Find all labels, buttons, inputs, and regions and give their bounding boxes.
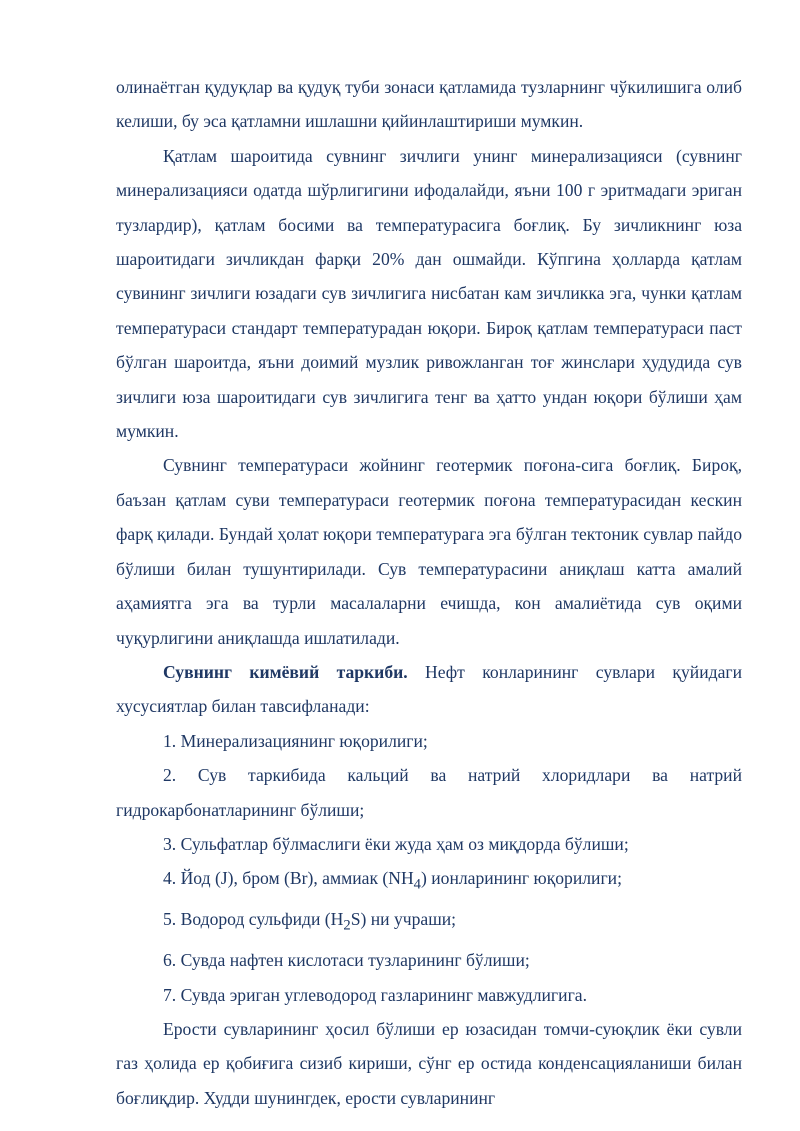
list-item: [116, 902, 742, 943]
subscript: 2: [343, 917, 351, 934]
list-item-text: S) ни учраши;: [350, 909, 457, 930]
paragraph-temperature: Сувнинг температураси жойнинг геотермик поғона-сига боғлиқ. Бироқ, баъзан қатлам суви температураси геотермик поғона температурасидан кескин фарқ қилади. Бундай ҳолат юқори температурага эга бўлган тектоник сувлар пайдо бўлиши билан тушунтирилади. Сув температурасини аниқлаш катта амалий аҳамиятга эга ва турли масалаларни ечишда, кон амалиётида сув оқими чуқурлигини аниқлашда ишлатилади.: [116, 455, 742, 648]
paragraph-groundwater: Ерости сувларининг ҳосил бўлиши ер юзасидан томчи-суюқлик ёки сувли газ ҳолида ер қобиғига сизиб кириши, сўнг ер остида конденсацияланиши билан боғлиқдир. Худди шунингдек, ерости сувларининг: [116, 1019, 742, 1108]
section-intro: Нефт конларининг сувлари қуйидаги хусусиятлар билан тавсифланади:: [116, 661, 743, 717]
section-heading: Сувнинг кимёвий таркиби.: [163, 661, 408, 682]
subscript: 4: [413, 876, 421, 893]
paragraph-continuation: олинаётган қудуқлар ва қудуқ туби зонаси қатламида тузларнинг чўкилишига олиб келиши, бу эса қатламни ишлашни қийинлаштириши мумкин.: [116, 77, 742, 132]
list-item: 3. Сульфатлар бўлмаслиги ёки жуда ҳам оз миқдорда бўлиши;: [163, 833, 629, 854]
list-item-text: 4. Йод (J), бром (Br), аммиак (NH: [163, 868, 414, 889]
list-item: 6. Сувда нафтен кислотаси тузларининг бўлиши;: [163, 950, 530, 971]
paragraph-density: Қатлам шароитида сувнинг зичлиги унинг минерализацияси (сувнинг минерализацияси одатда шўрлигигини ифодалайди, яъни 100 г эритмадаги эриган тузлардир), қатлам босими ва температурасига боғлиқ. Бу зичликнинг юза шароитидаги зичликдан фарқи 20% дан ошмайди. Кўпгина ҳолларда қатлам сувининг зичлиги юзадаги сув зичлигига нисбатан кам зичликка эга, чунки қатлам температураси стандарт температурадан юқори. Бироқ қатлам температураси паст бўлган шароитда, яъни доимий музлик ривожланган тоғ жинслари ҳудудида сув зичлиги юза шароитидаги сув зичлигига тенг ва ҳатто ундан юқори бўлиши ҳам мумкин.: [116, 145, 742, 442]
document-page: [116, 70, 742, 1115]
list-item-text: 5. Водород сульфиди (H: [163, 909, 344, 930]
list-item: 2. Сув таркибида кальций ва натрий хлоридлари ва натрий гидрокарбонатларининг бўлиши;: [116, 765, 742, 820]
paragraph-chemical-composition: [116, 655, 742, 724]
list-item: 7. Сувда эриган углеводород газларининг мавжудлигига.: [163, 984, 587, 1005]
list-item: 1. Минерализациянинг юқорилиги;: [163, 730, 428, 751]
list-item-text: ) ионларининг юқорилиги;: [421, 868, 622, 889]
list-item: [116, 861, 742, 902]
